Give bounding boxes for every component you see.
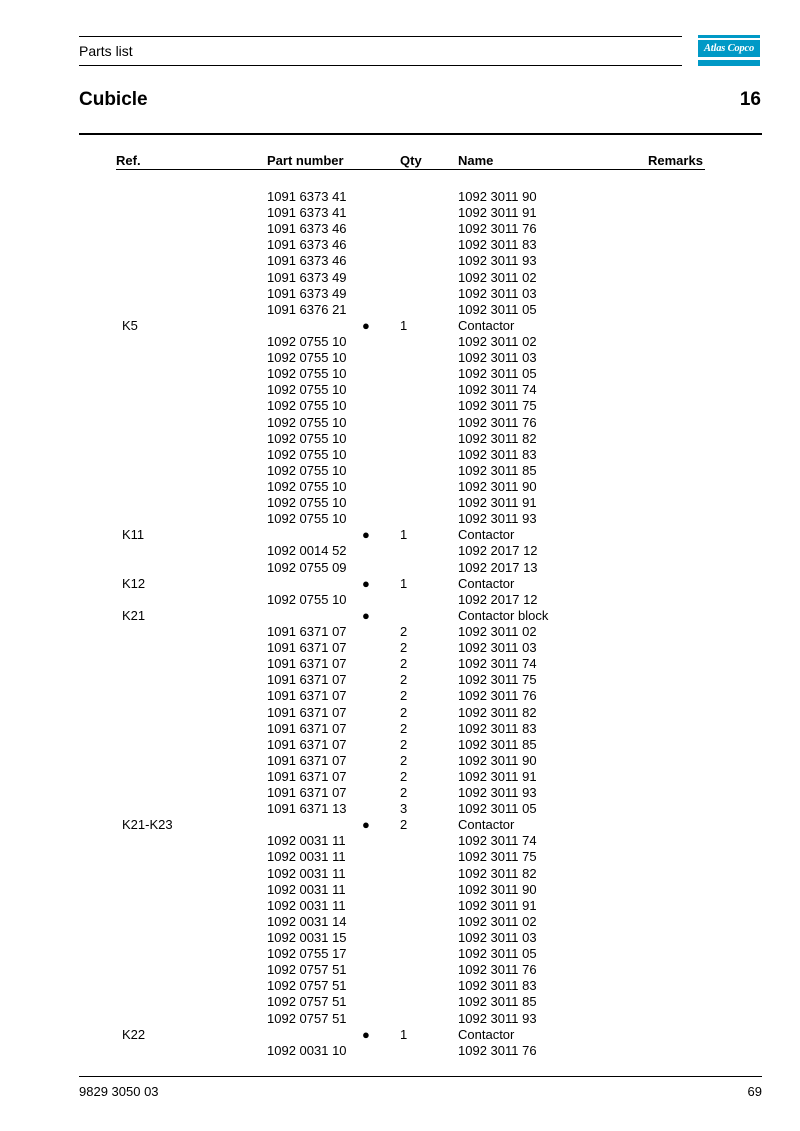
part-number-cell: 1092 0031 11 [267, 881, 346, 897]
name-cell: 1092 3011 90 [458, 478, 537, 494]
name-cell: 1092 3011 76 [458, 962, 537, 978]
name-cell: 1092 3011 82 [458, 865, 537, 881]
table-row [0, 237, 800, 253]
part-number-cell: 1092 0755 10 [267, 478, 347, 494]
table-row [0, 205, 800, 221]
part-number-cell: 1091 6373 46 [267, 237, 347, 253]
bullet-cell: ● [362, 607, 370, 623]
table-row [0, 495, 800, 511]
table-row [0, 705, 800, 721]
name-cell: 1092 3011 93 [458, 253, 537, 269]
name-cell: 1092 3011 03 [458, 640, 537, 656]
col-header-ref: Ref. [116, 153, 141, 168]
qty-cell: 3 [400, 801, 408, 817]
table-row [0, 817, 800, 833]
part-number-cell: 1092 0755 10 [267, 495, 347, 511]
part-number-cell: 1091 6373 49 [267, 269, 347, 285]
name-cell: 1092 3011 05 [458, 946, 537, 962]
table-row [0, 592, 800, 608]
parts-table [0, 189, 800, 1059]
bullet-cell: ● [362, 527, 370, 543]
part-number-cell: 1092 0755 10 [267, 430, 347, 446]
part-number-cell: 1091 6371 07 [267, 688, 347, 704]
name-cell: 1092 3011 85 [458, 736, 537, 752]
name-cell: Contactor [458, 575, 515, 591]
logo-bar-bottom [698, 60, 760, 66]
table-row [0, 302, 800, 318]
table-row [0, 882, 800, 898]
name-cell: 1092 3011 03 [458, 350, 537, 366]
qty-cell: 1 [400, 527, 408, 543]
name-cell: 1092 3011 76 [458, 414, 537, 430]
qty-cell: 2 [400, 623, 408, 639]
section-number: 16 [739, 89, 761, 110]
name-cell: 1092 3011 82 [458, 430, 537, 446]
name-cell: 1092 3011 93 [458, 785, 537, 801]
part-number-cell: 1091 6371 07 [267, 704, 347, 720]
table-row [0, 560, 800, 576]
table-row [0, 350, 800, 366]
table-row [0, 930, 800, 946]
table-row [0, 463, 800, 479]
name-cell: 1092 3011 74 [458, 656, 537, 672]
name-cell: 1092 3011 90 [458, 189, 537, 204]
bullet-cell: ● [362, 575, 370, 591]
table-header-rule [116, 169, 705, 170]
table-row [0, 1027, 800, 1043]
qty-cell: 2 [400, 672, 408, 688]
col-header-name: Name [458, 153, 494, 168]
part-number-cell: 1092 0755 10 [267, 366, 347, 382]
part-number-cell: 1092 0757 51 [267, 978, 347, 994]
name-cell: 1092 3011 76 [458, 221, 537, 237]
part-number-cell: 1092 0031 11 [267, 865, 346, 881]
table-row [0, 318, 800, 334]
part-number-cell: 1091 6373 46 [267, 221, 347, 237]
qty-cell: 2 [400, 817, 408, 833]
table-row [0, 608, 800, 624]
name-cell: 1092 2017 13 [458, 559, 538, 575]
name-cell: 1092 3011 03 [458, 930, 537, 946]
name-cell: 1092 2017 12 [458, 591, 538, 607]
part-number-cell: 1091 6371 07 [267, 656, 347, 672]
table-row [0, 382, 800, 398]
name-cell: Contactor [458, 527, 515, 543]
name-cell: 1092 3011 75 [458, 398, 537, 414]
header-text: Parts list [79, 43, 133, 59]
name-cell: 1092 3011 75 [458, 672, 537, 688]
part-number-cell: 1091 6371 07 [267, 768, 347, 784]
table-row [0, 398, 800, 414]
table-row [0, 447, 800, 463]
name-cell: Contactor block [458, 607, 549, 623]
qty-cell: 1 [400, 575, 408, 591]
part-number-cell: 1091 6373 49 [267, 285, 347, 301]
name-cell: 1092 3011 83 [458, 237, 537, 253]
part-number-cell: 1092 0757 51 [267, 994, 347, 1010]
name-cell: 1092 3011 93 [458, 1010, 537, 1026]
name-cell: 1092 3011 90 [458, 881, 537, 897]
part-number-cell: 1092 0755 10 [267, 398, 347, 414]
part-number-cell: 1091 6373 46 [267, 253, 347, 269]
table-row [0, 1043, 800, 1059]
name-cell: 1092 3011 05 [458, 301, 537, 317]
name-cell: 1092 3011 85 [458, 994, 537, 1010]
bullet-cell: ● [362, 817, 370, 833]
table-row [0, 1011, 800, 1027]
part-number-cell: 1092 0755 10 [267, 350, 347, 366]
table-row [0, 334, 800, 350]
table-row [0, 189, 800, 205]
table-row [0, 511, 800, 527]
table-row [0, 576, 800, 592]
name-cell: 1092 3011 76 [458, 1042, 537, 1058]
logo-bar-top [698, 35, 760, 38]
table-row [0, 479, 800, 495]
name-cell: 1092 3011 05 [458, 801, 537, 817]
name-cell: Contactor [458, 817, 515, 833]
part-number-cell: 1092 0755 09 [267, 559, 347, 575]
table-row [0, 721, 800, 737]
col-header-qty: Qty [400, 153, 422, 168]
name-cell: Contactor [458, 317, 515, 333]
atlas-copco-logo [698, 35, 760, 67]
part-number-cell: 1091 6373 41 [267, 205, 347, 221]
name-cell: 1092 3011 91 [458, 495, 537, 511]
table-row [0, 688, 800, 704]
qty-cell: 2 [400, 736, 408, 752]
footer-rule [79, 1076, 762, 1077]
part-number-cell: 1092 0757 51 [267, 1010, 347, 1026]
ref-cell: K21 [122, 607, 146, 623]
name-cell: 1092 3011 76 [458, 688, 537, 704]
name-cell: 1092 3011 03 [458, 285, 537, 301]
table-row [0, 672, 800, 688]
part-number-cell: 1092 0755 10 [267, 591, 347, 607]
name-cell: 1092 3011 91 [458, 768, 537, 784]
part-number-cell: 1092 0031 15 [267, 930, 347, 946]
col-header-remarks: Remarks [648, 153, 703, 168]
part-number-cell: 1092 0031 14 [267, 913, 347, 929]
part-number-cell: 1091 6371 07 [267, 672, 347, 688]
table-row [0, 221, 800, 237]
table-row [0, 994, 800, 1010]
qty-cell: 2 [400, 785, 408, 801]
part-number-cell: 1091 6371 07 [267, 623, 347, 639]
table-row [0, 253, 800, 269]
part-number-cell: 1092 0755 10 [267, 414, 347, 430]
document-number: 9829 3050 03 [79, 1084, 159, 1099]
part-number-cell: 1092 0755 10 [267, 511, 347, 527]
header-rule-bottom [79, 65, 682, 66]
table-row [0, 785, 800, 801]
part-number-cell: 1091 6371 07 [267, 720, 347, 736]
name-cell: 1092 3011 93 [458, 511, 537, 527]
part-number-cell: 1092 0755 17 [267, 946, 347, 962]
table-row [0, 833, 800, 849]
part-number-cell: 1091 6373 41 [267, 189, 347, 204]
qty-cell: 1 [400, 1026, 408, 1042]
qty-cell: 2 [400, 688, 408, 704]
part-number-cell: 1092 0757 51 [267, 962, 347, 978]
part-number-cell: 1091 6371 07 [267, 785, 347, 801]
name-cell: 1092 3011 02 [458, 913, 537, 929]
part-number-cell: 1092 0031 11 [267, 833, 346, 849]
table-row [0, 543, 800, 559]
part-number-cell: 1092 0031 11 [267, 849, 346, 865]
ref-cell: K12 [122, 575, 146, 591]
qty-cell: 1 [400, 317, 408, 333]
name-cell: 1092 3011 82 [458, 704, 537, 720]
name-cell: 1092 3011 02 [458, 623, 537, 639]
part-number-cell: 1092 0755 10 [267, 382, 347, 398]
name-cell: Contactor [458, 1026, 515, 1042]
table-row [0, 286, 800, 302]
name-cell: 1092 3011 74 [458, 833, 537, 849]
table-row [0, 849, 800, 865]
title-rule [79, 133, 762, 135]
table-row [0, 801, 800, 817]
qty-cell: 2 [400, 656, 408, 672]
table-row [0, 962, 800, 978]
part-number-cell: 1092 0755 10 [267, 462, 347, 478]
name-cell: 1092 3011 83 [458, 446, 537, 462]
part-number-cell: 1091 6371 07 [267, 736, 347, 752]
bullet-cell: ● [362, 1026, 370, 1042]
page-number: 69 [747, 1084, 762, 1099]
part-number-cell: 1091 6371 07 [267, 752, 347, 768]
part-number-cell: 1091 6371 13 [267, 801, 347, 817]
name-cell: 1092 3011 05 [458, 366, 537, 382]
table-row [0, 366, 800, 382]
table-row [0, 914, 800, 930]
name-cell: 1092 3011 02 [458, 269, 537, 285]
page-title: Cubicle [79, 89, 148, 110]
qty-cell: 2 [400, 640, 408, 656]
table-row [0, 898, 800, 914]
table-row [0, 753, 800, 769]
ref-cell: K22 [122, 1026, 146, 1042]
name-cell: 1092 3011 83 [458, 720, 537, 736]
table-row [0, 737, 800, 753]
table-row [0, 978, 800, 994]
col-header-part-number: Part number [267, 153, 344, 168]
name-cell: 1092 2017 12 [458, 543, 538, 559]
ref-cell: K5 [122, 317, 138, 333]
qty-cell: 2 [400, 768, 408, 784]
name-cell: 1092 3011 85 [458, 462, 537, 478]
ref-cell: K21-K23 [122, 817, 173, 833]
name-cell: 1092 3011 90 [458, 752, 537, 768]
header-rule-top [79, 36, 682, 37]
ref-cell: K11 [122, 527, 145, 543]
name-cell: 1092 3011 91 [458, 897, 537, 913]
qty-cell: 2 [400, 704, 408, 720]
part-number-cell: 1091 6376 21 [267, 301, 347, 317]
table-row [0, 527, 800, 543]
qty-cell: 2 [400, 752, 408, 768]
table-row [0, 415, 800, 431]
logo-text: Atlas Copco [698, 40, 760, 57]
table-row [0, 866, 800, 882]
name-cell: 1092 3011 02 [458, 333, 537, 349]
table-row [0, 656, 800, 672]
table-row [0, 431, 800, 447]
table-row [0, 640, 800, 656]
name-cell: 1092 3011 91 [458, 205, 537, 221]
table-row [0, 270, 800, 286]
part-number-cell: 1092 0755 10 [267, 446, 347, 462]
name-cell: 1092 3011 83 [458, 978, 537, 994]
table-row [0, 946, 800, 962]
bullet-cell: ● [362, 317, 370, 333]
name-cell: 1092 3011 75 [458, 849, 537, 865]
part-number-cell: 1092 0755 10 [267, 333, 347, 349]
table-row [0, 769, 800, 785]
part-number-cell: 1092 0031 11 [267, 897, 346, 913]
part-number-cell: 1092 0014 52 [267, 543, 347, 559]
name-cell: 1092 3011 74 [458, 382, 537, 398]
qty-cell: 2 [400, 720, 408, 736]
part-number-cell: 1092 0031 10 [267, 1042, 347, 1058]
table-row [0, 624, 800, 640]
part-number-cell: 1091 6371 07 [267, 640, 347, 656]
